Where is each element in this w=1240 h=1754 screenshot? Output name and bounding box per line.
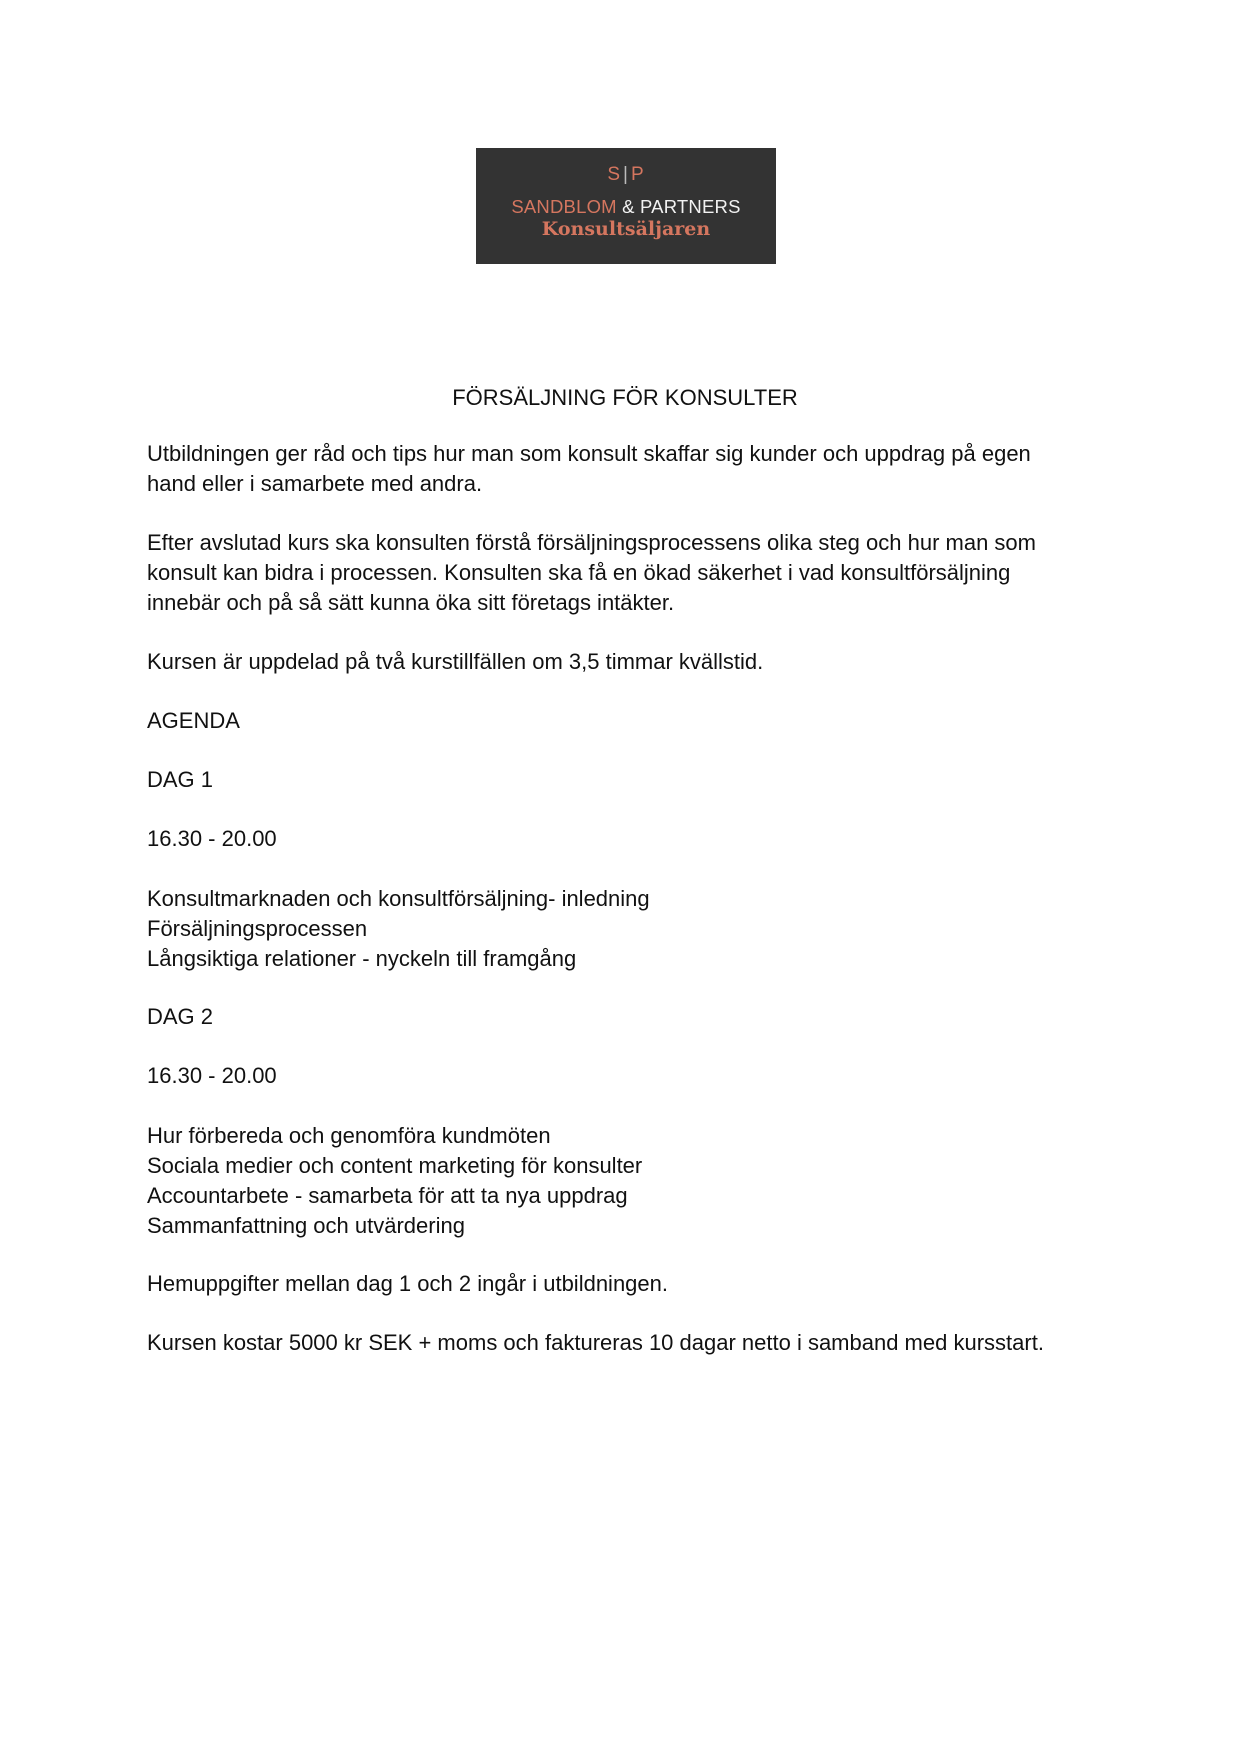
document-title: FÖRSÄLJNING FÖR KONSULTER — [452, 385, 798, 410]
logo-company-name — [476, 196, 776, 218]
agenda-item: Försäljningsprocessen — [147, 916, 368, 941]
goals-line: innebär och på så sätt kunna öka sitt företags intäkter. — [147, 590, 675, 615]
company-logo — [476, 148, 776, 264]
day1-time — [147, 824, 1097, 854]
price-paragraph — [147, 1328, 1097, 1358]
intro-line: Utbildningen ger råd och tips hur man som konsult skaffar sig kunder och uppdrag på egen — [147, 441, 1031, 466]
goals-paragraph — [147, 528, 1097, 618]
homework-paragraph — [147, 1269, 1097, 1299]
day2-time — [147, 1061, 1097, 1091]
logo-monogram-s: S — [607, 164, 622, 185]
goals-line: konsult kan bidra i processen. Konsulten ska få en ökad säkerhet i vad konsultförsäljning — [147, 560, 1011, 585]
day1-agenda-list — [147, 884, 1097, 974]
day2-time-text: 16.30 - 20.00 — [147, 1063, 277, 1088]
price-text: Kursen kostar 5000 kr SEK + moms och faktureras 10 dagar netto i samband med kursstart. — [147, 1330, 1044, 1355]
intro-paragraph — [147, 439, 1097, 499]
day2-agenda-list — [147, 1121, 1097, 1241]
logo-monogram — [476, 164, 776, 186]
format-paragraph — [147, 647, 1097, 677]
logo-subtitle: Konsultsäljaren — [541, 218, 711, 240]
logo-monogram-separator: | — [623, 164, 629, 185]
agenda-heading-text: AGENDA — [147, 708, 240, 733]
agenda-item: Långsiktiga relationer - nyckeln till framgång — [147, 946, 577, 971]
day2-label: DAG 2 — [147, 1004, 214, 1029]
logo-monogram-p: P — [630, 164, 645, 185]
logo-name-sandblom: SANDBLOM — [511, 196, 617, 217]
agenda-item: Konsultmarknaden och konsultförsäljning- inledning — [147, 886, 650, 911]
agenda-item: Accountarbete - samarbeta för att ta nya uppdrag — [147, 1183, 628, 1208]
day1-time-text: 16.30 - 20.00 — [147, 826, 277, 851]
agenda-heading — [147, 706, 1097, 736]
agenda-item: Hur förbereda och genomföra kundmöten — [147, 1123, 551, 1148]
day1-heading — [147, 765, 1097, 795]
day1-label: DAG 1 — [147, 767, 214, 792]
agenda-item: Sociala medier och content marketing för konsulter — [147, 1153, 643, 1178]
logo-name-partners: & PARTNERS — [616, 196, 741, 217]
agenda-item: Sammanfattning och utvärdering — [147, 1213, 465, 1238]
homework-text: Hemuppgifter mellan dag 1 och 2 ingår i utbildningen. — [147, 1271, 668, 1296]
format-line: Kursen är uppdelad på två kurstillfällen om 3,5 timmar kvällstid. — [147, 649, 764, 674]
day2-heading — [147, 1002, 1097, 1032]
intro-line: hand eller i samarbete med andra. — [147, 471, 483, 496]
goals-line: Efter avslutad kurs ska konsulten förstå försäljningsprocessens olika steg och hur man som — [147, 530, 1036, 555]
